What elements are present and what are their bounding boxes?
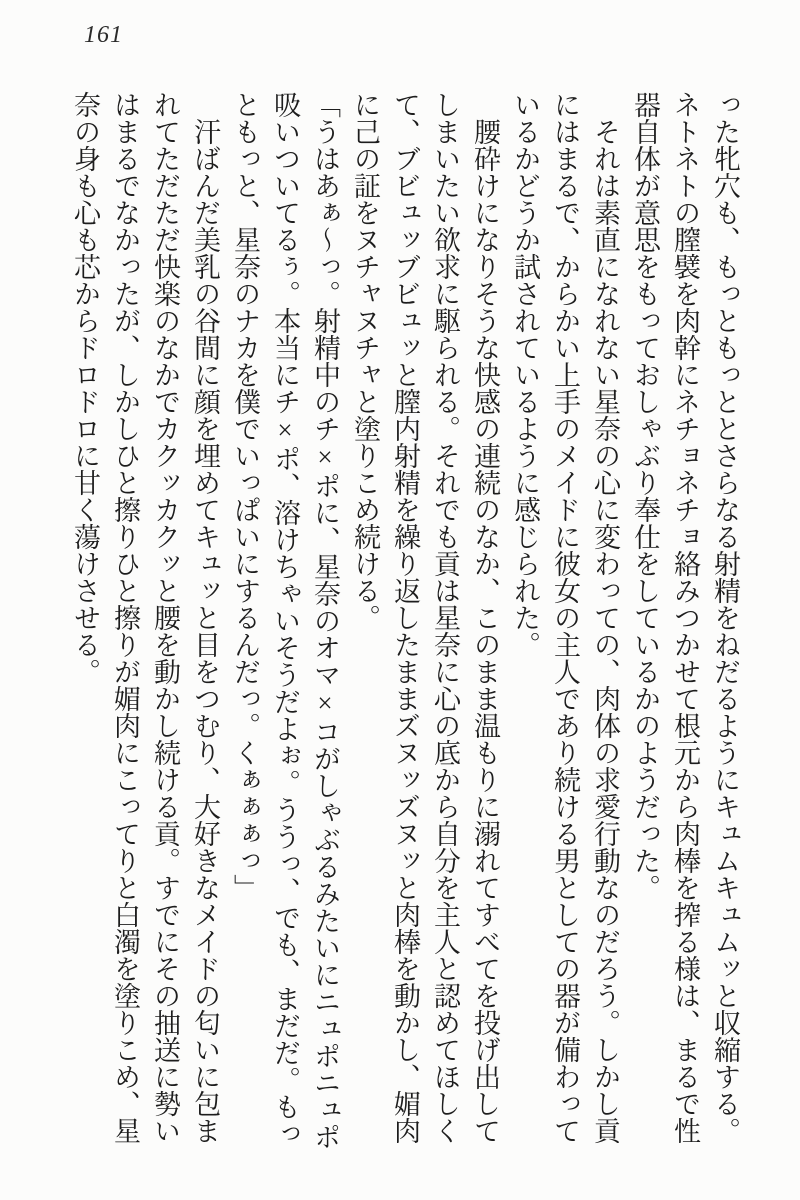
paragraph-2: それは素直になれない星奈の心に変わっての、肉体の求愛行動なのだろう。しかし貢にはまるで、からかい上手のメイドに彼女の主人であり続ける男としての器が備わっているかどうか試されているように感じられた。 (510, 91, 620, 1144)
page-number: 161 (84, 22, 123, 48)
vertical-text-block (65, 91, 745, 1163)
paragraph-5: 汗ばんだ美乳の谷間に顔を埋めてキュッと目をつむり、大好きなメイドの匂いに包まれてただただ快楽のなかでカクッカクッと腰を動かし続ける貢。すでにその抽送に勢いはまるでなかったが、しかしひと擦りひと擦りが媚肉にこってりと白濁を塗りこめ、星奈の身も心も芯からドロドロに甘く蕩けさせる。 (70, 91, 220, 1144)
paragraph-3: 腰砕けになりそうな快感の連続のなか、このまま温もりに溺れてすべてを投げ出してしまいたい欲求に駆られる。それでも貢は星奈に心の底から自分を主人と認めてほしくて、ブビュッブビュッと膣内射精を繰り返したままズヌッズヌッと肉棒を動かし、媚肉に己の証をヌチャヌチャと塗りこめ続ける。 (350, 91, 500, 1144)
paragraph-1: った牝穴も、もっともっととさらなる射精をねだるようにキュムキュムッと収縮する。ネトネトの膣襞を肉幹にネチョネチョ絡みつかせて根元から肉棒を搾る様は、まるで性器自体が意思をもっておしゃぶり奉仕をしているかのようだった。 (630, 91, 740, 1144)
paragraph-4-dialogue: 「うはあぁ〜っ。射精中のチ×ポに、星奈のオマ×コがしゃぶるみたいにニュポニュポ吸いついてるぅ。本当にチ×ポ、溶けちゃいそうだよぉ。ううっ、でも、まだだ。もっともっと、星奈のナカを僕でいっぱいにするんだっ。くぁぁぁっ」 (230, 91, 340, 1150)
